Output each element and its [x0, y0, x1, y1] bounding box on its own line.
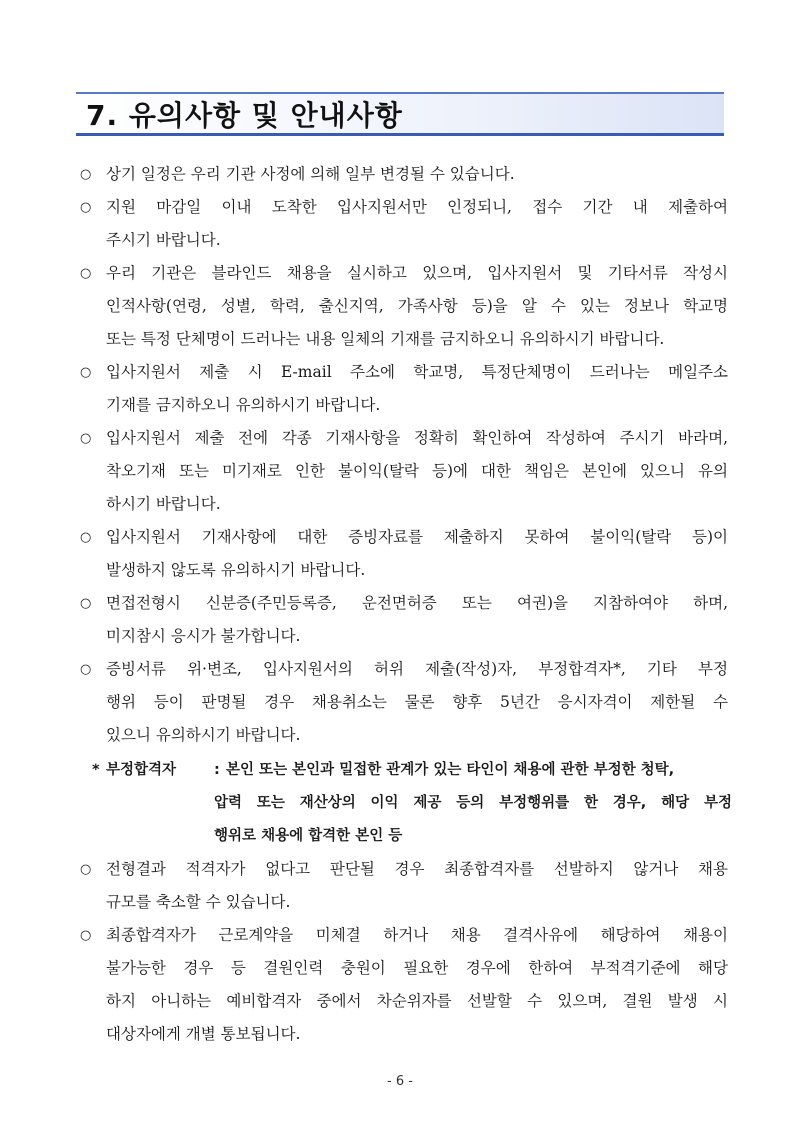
- bullet-circle-icon: ○: [80, 200, 92, 215]
- notice-line: 전형결과 적격자가 없다고 판단될 경우 최종합격자를 선발하지 않거나 채용: [106, 860, 728, 878]
- bullet-circle-icon: ○: [80, 167, 92, 182]
- bullet-circle-icon: ○: [80, 928, 92, 943]
- notice-line: 착오기재 또는 미기재로 인한 불이익(탈락 등)에 대한 책임은 본인에 있으니 유의: [106, 462, 728, 480]
- section-heading-bar: [76, 92, 724, 136]
- notice-line: 인적사항(연령, 성별, 학력, 출신지역, 가족사항 등)을 알 수 있는 정보나 학교명: [106, 297, 728, 315]
- notice-item: [80, 653, 728, 752]
- footnote-line: 행위로 채용에 합격한 본인 등: [214, 828, 403, 844]
- notice-line: 또는 특정 단체명이 드러나는 내용 일체의 기재를 금지하오니 유의하시기 바랍니다.: [106, 330, 665, 348]
- notice-line: 상기 일정은 우리 기관 사정에 의해 일부 변경될 수 있습니다.: [106, 165, 515, 183]
- notice-item: [80, 853, 728, 919]
- section-heading: 7. 유의사항 및 안내사항: [86, 99, 403, 132]
- notice-item: [80, 191, 728, 257]
- bullet-circle-icon: ○: [80, 862, 92, 877]
- page-number: - 6 -: [387, 1074, 413, 1089]
- notice-item: [80, 587, 728, 653]
- notice-line: 불가능한 경우 등 결원인력 충원이 필요한 경우에 한하여 부적격기준에 해당: [106, 959, 728, 977]
- notice-item: [80, 257, 728, 356]
- notice-line: 하지 아니하는 예비합격자 중에서 차순위자를 선발할 수 있으며, 결원 발생 시: [106, 992, 728, 1010]
- bullet-circle-icon: ○: [80, 530, 92, 545]
- footnote-line: 압력 또는 재산상의 이익 제공 등의 부정행위를 한 경우, 해당 부정: [214, 795, 732, 811]
- notice-item: [80, 158, 728, 191]
- notice-line: 대상자에게 개별 통보됩니다.: [106, 1025, 301, 1043]
- notice-line: 미지참시 응시가 불가합니다.: [106, 627, 301, 645]
- notice-line: 하시기 바랍니다.: [106, 495, 221, 513]
- footnote-colon: :: [214, 762, 220, 778]
- notice-line: 우리 기관은 블라인드 채용을 실시하고 있으며, 입사지원서 및 기타서류 작성시: [106, 264, 728, 282]
- bullet-circle-icon: ○: [80, 596, 92, 611]
- notice-line: 면접전형시 신분증(주민등록증, 운전면허증 또는 여권)을 지참하여야 하며,: [106, 594, 728, 612]
- notice-line: 있으니 유의하시기 바랍니다.: [106, 726, 301, 744]
- notice-line: 주시기 바랍니다.: [106, 231, 221, 249]
- notice-line: 규모를 축소할 수 있습니다.: [106, 893, 291, 911]
- notice-line: 입사지원서 제출 전에 각종 기재사항을 정확히 확인하여 작성하여 주시기 바라며,: [106, 429, 728, 447]
- notice-line: 행위 등이 판명될 경우 채용취소는 물론 향후 5년간 응시자격이 제한될 수: [106, 693, 728, 711]
- notice-item: [80, 521, 728, 587]
- notice-line: 지원 마감일 이내 도착한 입사지원서만 인정되니, 접수 기간 내 제출하여: [106, 198, 728, 216]
- notice-item: [80, 919, 728, 1051]
- notice-line: 입사지원서 제출 시 E-mail 주소에 학교명, 특정단체명이 드러나는 메일주소: [106, 363, 728, 381]
- notice-item: [80, 422, 728, 521]
- footnote-label: 부정합격자: [106, 762, 177, 778]
- bullet-circle-icon: ○: [80, 431, 92, 446]
- notice-line: 기재를 금지하오니 유의하시기 바랍니다.: [106, 396, 381, 414]
- notice-line: 최종합격자가 근로계약을 미체결 하거나 채용 결격사유에 해당하여 채용이: [106, 926, 728, 944]
- footnote-illegal-applicant: [92, 754, 732, 853]
- notice-line: 입사지원서 기재사항에 대한 증빙자료를 제출하지 못하여 불이익(탈락 등)이: [106, 528, 728, 546]
- bullet-circle-icon: ○: [80, 662, 92, 677]
- bullet-circle-icon: ○: [80, 266, 92, 281]
- bullet-circle-icon: ○: [80, 365, 92, 380]
- footnote-line: 본인 또는 본인과 밀접한 관계가 있는 타인이 채용에 관한 부정한 청탁,: [226, 762, 675, 778]
- notice-item: [80, 356, 728, 422]
- notice-line: 증빙서류 위·변조, 입사지원서의 허위 제출(작성)자, 부정합격자*, 기타 부정: [106, 660, 728, 678]
- footnote-star: *: [92, 762, 100, 778]
- notice-line: 발생하지 않도록 유의하시기 바랍니다.: [106, 561, 366, 579]
